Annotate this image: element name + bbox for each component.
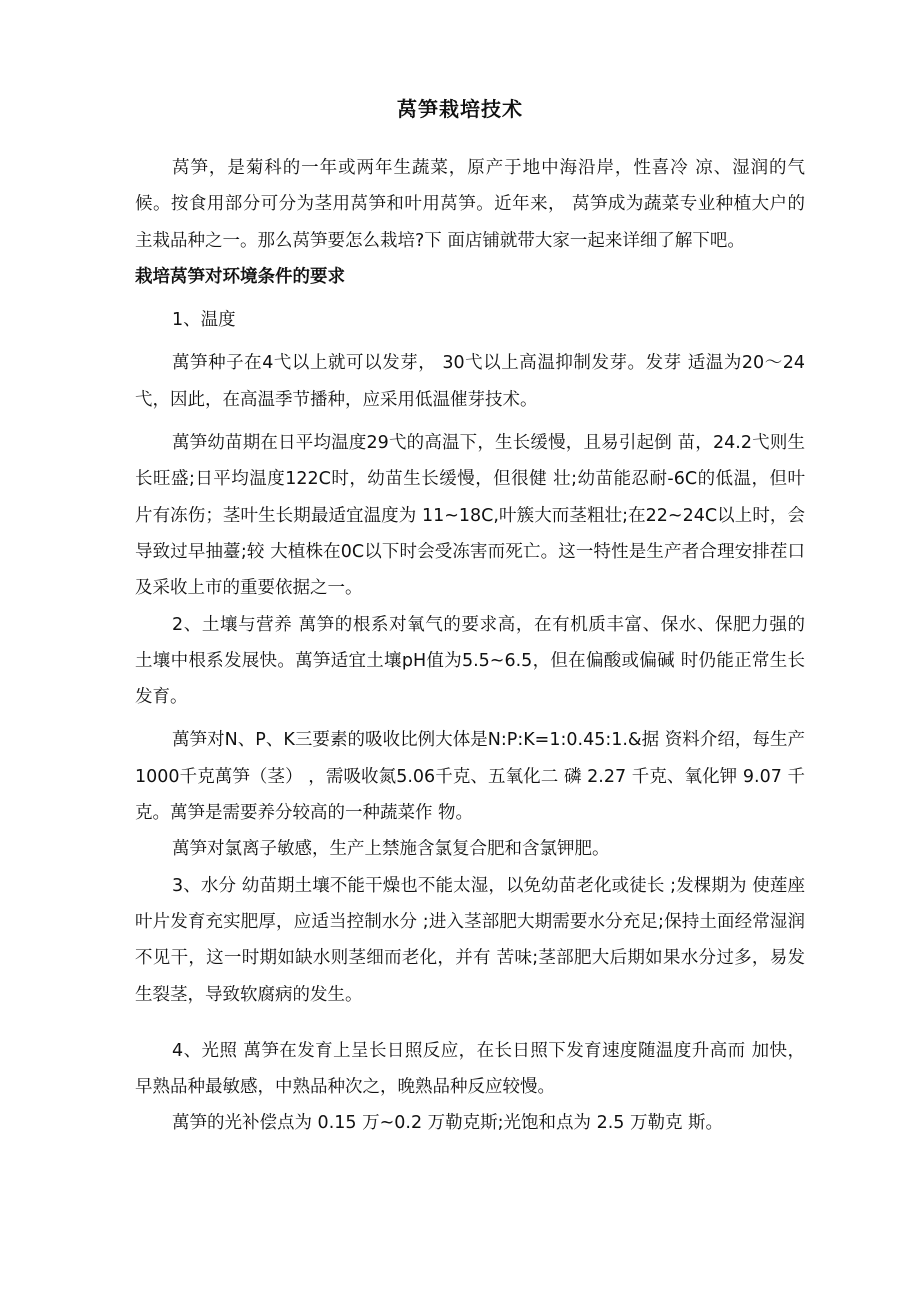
paragraph-soil-nutrition: 2、土壤与营养 萬笋的根系对氧气的要求高，在有机质丰富、保水、保肥力强的 土壤中根系发展快。萬笋适宜土壤pH值为5.5~6.5，但在偏酸或偏碱 时仍能正常生长发育。 — [135, 614, 805, 708]
subheading-temperature: 1、温度 — [172, 310, 236, 331]
document-title: 莴笋栽培技术 — [397, 97, 523, 121]
paragraph-seedling-temperature: 萬笋幼苗期在日平均温度29弋的高温下，生长缓慢，且易引起倒 苗，24.2弋则生长旺盛;日平均温度122C时，幼苗生长缓慢，但很健 壮;幼苗能忍耐-6C的低温，但叶片有冻伤；茎叶生长期最适宜温度为 11~18C,叶簇大而茎粗壮;在22~24C以上时，会导致过早抽薹;较 大植株在0C以下时会受冻害而死亡。这一特性是生产者合理安排茬口 及采收上市的重要依据之一。 — [135, 433, 805, 599]
paragraph-intro: 莴笋，是菊科的一年或两年生蔬菜，原产于地中海沿岸，性喜冷 凉、湿润的气候。按食用部分可分为茎用莴笋和叶用莴笋。近年来， 莴笋成为蔬菜专业种植大户的主栽品种之一。那么莴笋要怎么栽培?下 面店铺就带大家一起来详细了解下吧。 — [135, 158, 805, 251]
paragraph-chloride: 萬笋对氯离子敏感，生产上禁施含氯复合肥和含氯钾肥。 — [172, 839, 610, 860]
section-heading: 栽培莴笋对环境条件的要求 — [135, 266, 345, 287]
paragraph-light-compensation: 萬笋的光补偿点为 0.15 万~0.2 万勒克斯;光饱和点为 2.5 万勒克 斯。 — [172, 1113, 724, 1134]
paragraph-water: 3、水分 幼苗期土壤不能干燥也不能太湿，以免幼苗老化或徒长 ;发棵期为 使莲座叶片发育充实肥厚，应适当控制水分 ;进入茎部肥大期需要水分充足;保持土面经常湿润不见干，这一时期如缺水则茎细而老化，并有 苦味;茎部肥大后期如果水分过多，易发生裂茎，导致软腐病的发生。 — [135, 875, 805, 1005]
paragraph-light: 4、光照 萬笋在发育上呈长日照反应，在长日照下发育速度随温度升高而 加快，早熟品种最敏感，中熟品种次之，晚熟品种反应较慢。 — [135, 1040, 805, 1098]
paragraph-npk: 萬笋对N、P、K三要素的吸收比例大体是N:P:K=1:0.45:1.&据 资料介绍，每生产1000千克萬笋（茎） ，需吸收氮5.06千克、五氧化二 磷 2.27 千克、氧化钾 9.07 千克。萬笋是需要养分较高的一种蔬菜作 物。 — [135, 730, 805, 824]
paragraph-seed-germination: 萬笋种子在4弋以上就可以发芽， 30弋以上高温抑制发芽。发芽 适温为20〜24弋，因此，在高温季节播种，应采用低温催芽技术。 — [135, 353, 805, 410]
document-body — [135, 150, 805, 1142]
